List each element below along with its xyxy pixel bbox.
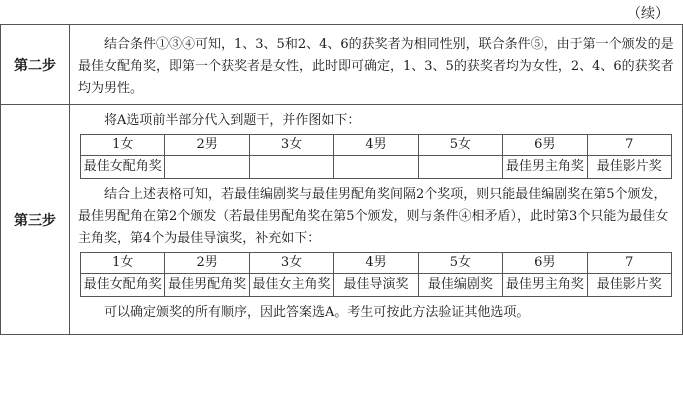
table-cell: 最佳男配角奖	[165, 274, 249, 297]
table-header-row	[81, 253, 672, 274]
table-header-cell: 6男	[503, 135, 587, 156]
step-content	[70, 105, 683, 335]
table-header-cell: 1女	[81, 135, 165, 156]
table-cell	[418, 156, 502, 179]
table-header-cell: 1女	[81, 253, 165, 274]
table-cell: 最佳男主角奖	[503, 156, 587, 179]
table-header-row	[81, 135, 672, 156]
table-header-cell: 7	[587, 253, 671, 274]
table-cell: 最佳男主角奖	[503, 274, 587, 297]
table-cell	[249, 156, 333, 179]
table-header-cell: 7	[587, 135, 671, 156]
table-cell: 最佳编剧奖	[418, 274, 502, 297]
table-cell: 最佳女主角奖	[249, 274, 333, 297]
step-row-2	[1, 25, 683, 105]
step3-middle: 结合上述表格可知，若最佳编剧奖与最佳男配角奖间隔2个奖项，则只能最佳编剧奖在第5个颁发，最佳男配角在第2个颁发（若最佳男配角奖在第5个颁发，则与条件④相矛盾），此时第3个只能为最佳女主角奖，第4个为最佳导演奖，补充如下：	[78, 187, 669, 246]
step2-text: 结合条件①③④可知，1、3、5和2、4、6的获奖者为相同性别，联合条件⑤，由于第一个颁发的是最佳女配角奖，即第一个获奖者是女性，此时即可确定，1、3、5的获奖者均为女性，2、4、6的获奖者均为男性。	[78, 37, 674, 96]
step-label: 第三步	[1, 105, 70, 335]
award-order-table-2	[80, 252, 672, 297]
table-cell: 最佳影片奖	[587, 274, 671, 297]
table-row	[81, 156, 672, 179]
table-header-cell: 5女	[418, 253, 502, 274]
table-header-cell: 2男	[165, 253, 249, 274]
award-order-table-1	[80, 134, 672, 179]
table-row	[81, 274, 672, 297]
table-cell: 最佳导演奖	[334, 274, 418, 297]
table-header-cell: 5女	[418, 135, 502, 156]
table-header-cell: 4男	[334, 253, 418, 274]
continued-label: （续）	[627, 6, 669, 22]
table-cell: 最佳女配角奖	[81, 156, 165, 179]
step-label: 第二步	[1, 25, 70, 105]
table-header-cell: 6男	[503, 253, 587, 274]
table-cell	[334, 156, 418, 179]
table-cell	[165, 156, 249, 179]
table-header-cell: 3女	[249, 253, 333, 274]
table-cell: 最佳女配角奖	[81, 274, 165, 297]
table-header-cell: 3女	[249, 135, 333, 156]
table-header-cell: 2男	[165, 135, 249, 156]
table-cell: 最佳影片奖	[587, 156, 671, 179]
solution-steps-table	[0, 24, 683, 335]
step3-conclusion: 可以确定颁奖的所有顺序，因此答案选A。考生可按此方法验证其他选项。	[104, 305, 530, 320]
step-row-3	[1, 105, 683, 335]
table-header-cell: 4男	[334, 135, 418, 156]
step-content	[70, 25, 683, 105]
step3-intro: 将A选项前半部分代入到题干，并作图如下：	[104, 113, 361, 128]
